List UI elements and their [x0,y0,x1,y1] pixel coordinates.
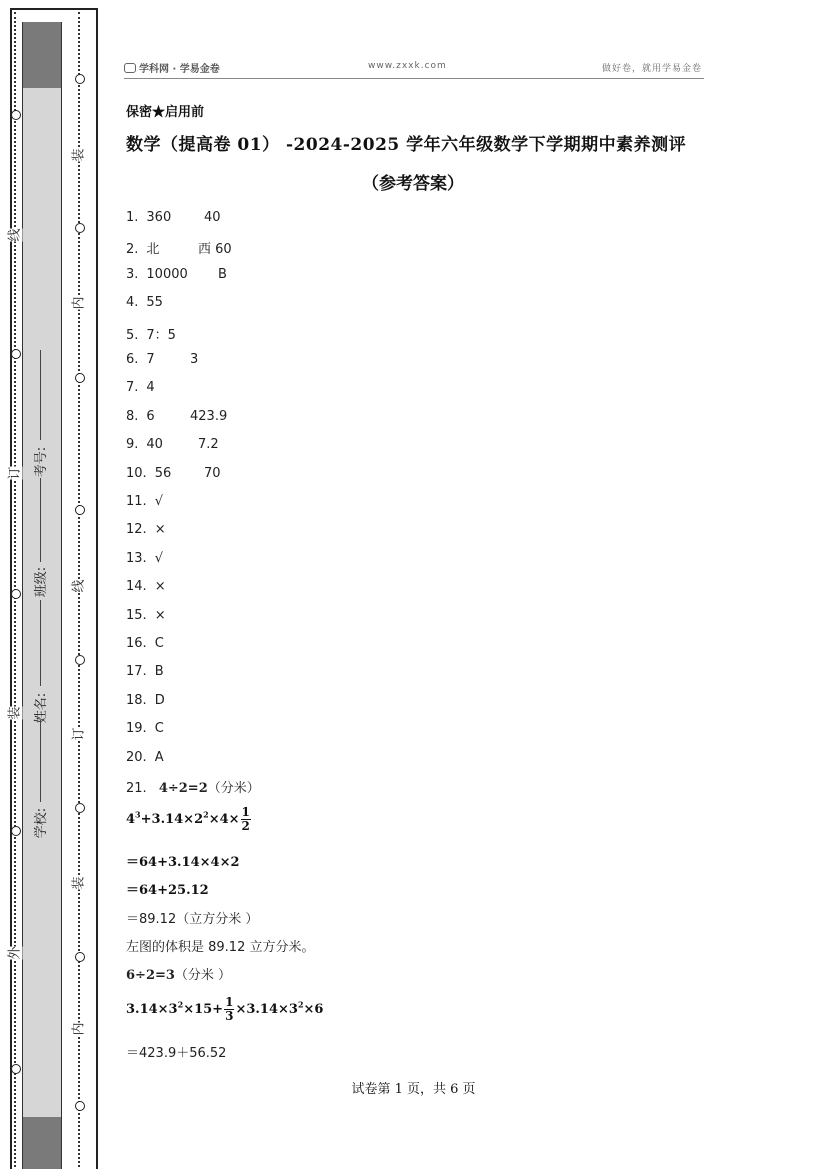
q21-expression1: $4^3+3.14\times 2^2\times 4\times$ $\frac{1}{2}$ [126,805,250,833]
answer-value: A [154,749,164,765]
fraction [241,806,251,833]
q21-line4: ＝64+25.12 [126,883,209,898]
dark-block-top [22,22,62,88]
expr-part: ×4× [208,812,240,827]
q21-line7 [126,964,231,983]
logo-text: 学科网 · 学易金卷 [139,64,220,75]
answer-row [126,664,164,679]
answer-number: 4. [126,295,139,311]
answer-value: × [154,607,166,623]
cut-label-zhuang: 装 [71,148,87,162]
answer-value-2: 7.2 [198,437,219,453]
answer-value: 360 [146,210,172,225]
q21-line1 [126,777,260,796]
answer-value-2: 西 60 [198,242,232,258]
binding-ring [75,74,85,84]
binding-ring [75,803,85,813]
answer-number: 16. [126,636,147,651]
answer-value: √ [154,494,163,509]
expr-part: ×15+ [183,1002,224,1017]
binding-ring [11,589,21,599]
answer-value: 40 [146,437,163,453]
q21-line9: ＝423.9＋56.52 [126,1046,227,1061]
class-label: 班级: [35,564,49,600]
class-blank[interactable] [40,478,41,562]
answer-value: C [154,721,164,737]
answer-value-2: 3 [190,352,199,367]
cut-label-ding: 订 [7,466,23,480]
answer-number: 15. [126,607,147,623]
answer-value-2: 423.9 [190,408,228,424]
cut-label-nei: 内 [71,1022,87,1036]
binding-ring [11,110,21,120]
answer-row [126,352,199,367]
cut-label-xian: 线 [71,579,87,593]
fraction-numerator: 1 [225,995,234,1009]
answer-row [126,579,166,594]
answer-value: 56 [154,465,172,481]
cut-label-wai: 外 [7,946,23,960]
header-logo [124,60,220,75]
answer-number: 3. [126,266,139,282]
binding-ring [75,223,85,233]
page-title: 数学（提高卷 01） -2024-2025 学年六年级数学下学期期中素养测评 [126,135,687,155]
binding-ring [75,952,85,962]
fraction [224,996,234,1023]
q21-line5: ＝89.12（立方分米 ） [126,912,259,927]
answer-value: C [154,636,164,651]
answer-number: 20. [126,749,147,765]
q21-line3: ＝64+3.14×4×2 [126,855,240,870]
answer-value: × [154,522,166,538]
answer-number: 2. [126,242,139,258]
answer-value-2: 70 [204,465,221,481]
cut-label-ding: 订 [71,727,87,741]
confidential-label: 保密★启用前 [126,105,205,120]
answer-row [126,522,166,537]
answer-number: 7. [126,380,139,396]
binding-ring [11,826,21,836]
q21-unit2: （分米 ） [174,968,232,983]
answer-value: 7 [146,352,155,367]
page-footer: 试卷第 1 页，共 6 页 [351,1082,476,1097]
q21-line6: 左图的体积是 89.12 立方分米。 [126,940,315,955]
answer-value: 6 [146,408,155,424]
cut-label-zhuang: 装 [71,876,87,890]
fraction-numerator: 1 [241,805,250,819]
answer-number: 9. [126,437,139,453]
name-blank[interactable] [40,600,41,686]
answer-number: 1. [126,210,139,225]
answer-row [126,295,163,310]
answer-value: × [154,579,166,595]
binding-ring [75,505,85,515]
name-label: 姓名: [35,690,49,726]
exam-number-blank[interactable] [40,350,41,440]
fraction-denominator: 3 [225,1009,234,1023]
answer-row [126,636,164,651]
binding-ring [75,1101,85,1111]
binding-margin [0,0,100,1169]
answer-number: 10. [126,465,147,481]
answer-number: 6. [126,352,139,367]
binding-ring [75,655,85,665]
binding-ring [11,349,21,359]
answer-value: 北 [146,242,160,258]
binding-ring [11,1064,21,1074]
school-label: 学校: [35,805,49,841]
answer-row [126,693,165,708]
expr-part: ×6 [303,1002,324,1017]
expr-part: 3.14×3 [126,1002,178,1017]
answer-value: B [154,664,164,680]
school-blank[interactable] [40,720,41,802]
answer-number: 18. [126,692,147,708]
q21-expression2: $3.14\times 3^2\times 15+$ $\frac{1}{3}$ $\times 3.14\times 3^2\times 6$ [126,995,324,1023]
answer-row [126,437,219,453]
binding-ring [75,373,85,383]
answer-number: 14. [126,579,147,595]
answer-number: 5. [126,327,139,343]
answer-value-2: B [218,266,227,282]
expr-part: 4 [126,812,136,827]
expr-part: ×3.14×3 [235,1002,298,1017]
answer-value-2: 40 [204,210,221,225]
answer-value: D [154,692,165,708]
answer-number: 13. [126,550,147,566]
fraction-denominator: 2 [241,819,250,833]
answer-number: 12. [126,522,147,538]
answer-row [126,494,163,509]
answer-row [126,210,221,225]
cut-label-zhuang: 装 [7,706,23,720]
answer-value: 10000 [146,266,188,282]
answer-row [126,551,163,566]
q21-unit: （分米） [207,781,260,796]
answer-value: 7：5 [146,327,176,343]
answer-row [126,380,155,395]
answer-row [126,465,221,481]
answer-row [126,408,228,424]
exam-number-label: 考号: [35,444,49,480]
answer-value: 4 [146,380,155,396]
header-site: www.zxxk.com [368,61,447,71]
answer-row [126,608,166,623]
page-subtitle: （参考答案） [362,174,464,194]
answer-value: 55 [146,295,163,311]
q21-calc: 4÷2=2 [158,781,208,796]
logo-icon [124,63,136,73]
q21-calc2: 6÷2=3 [126,968,175,983]
answer-value: √ [154,550,163,566]
cut-label-xian: 线 [7,228,23,242]
cut-label-nei: 内 [71,296,87,310]
page-header [124,58,704,79]
answer-row [126,750,164,765]
header-slogan: 做好卷，就用学易金卷 [601,64,702,74]
dark-block-bottom [22,1117,62,1169]
answer-number: 17. [126,664,147,680]
answer-row [126,721,164,736]
answer-number: 19. [126,721,147,737]
answer-number: 11. [126,494,147,509]
answer-number: 8. [126,408,139,424]
answer-number: 21. [126,781,147,796]
expr-part: +3.14×2 [140,812,204,827]
answer-row [126,324,176,343]
answer-row [126,266,227,282]
answer-row [126,238,232,258]
